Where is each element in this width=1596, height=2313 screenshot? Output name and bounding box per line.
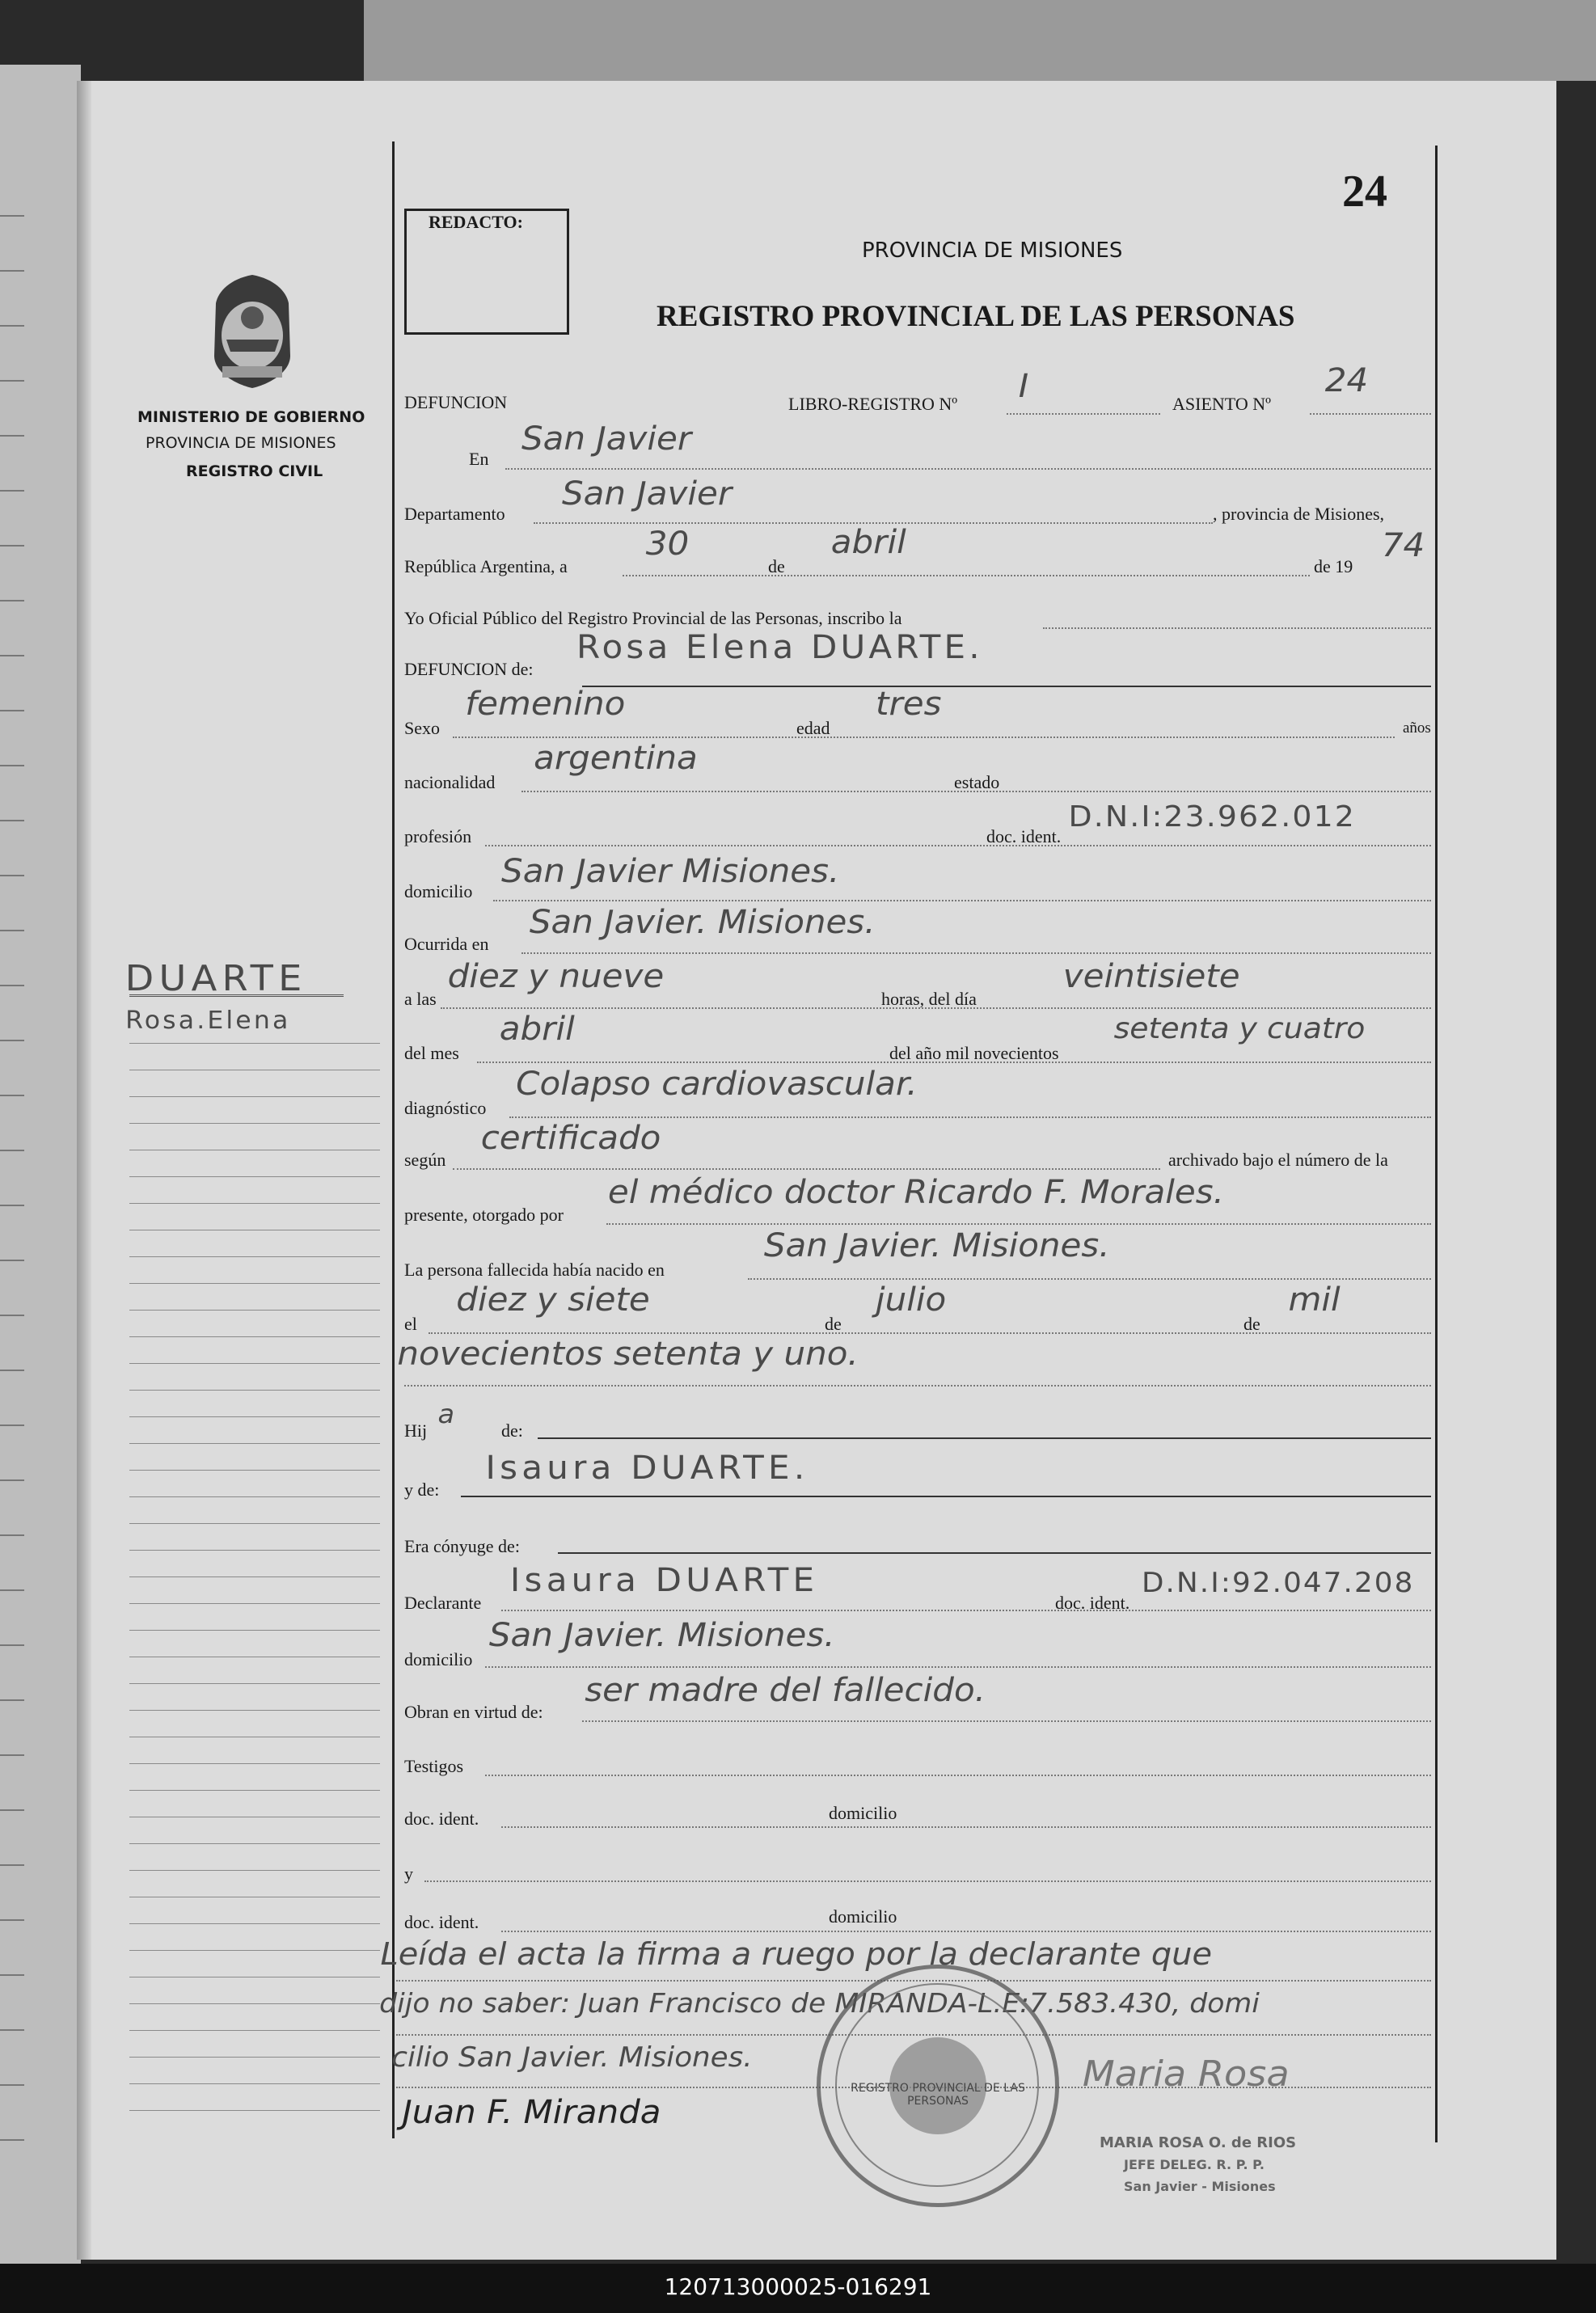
profesion-label: profesión [404, 826, 472, 846]
departamento-value: San Javier [561, 475, 733, 513]
side-rule-line [129, 1336, 380, 1337]
doc-ident-value: D.N.I:23.962.012 [1068, 800, 1356, 834]
ministry-line-3: REGISTRO CIVIL [186, 462, 323, 480]
side-rule-line [129, 1496, 380, 1497]
declarante-label: Declarante [404, 1593, 482, 1613]
ocurrida-rule [521, 952, 1431, 954]
year-prefix: de 19 [1314, 556, 1353, 576]
side-rule-line [129, 1470, 380, 1471]
side-rule-line [129, 1790, 380, 1791]
side-rule-line [129, 1363, 380, 1364]
el-rule [429, 1332, 1431, 1334]
side-rule-line [129, 1550, 380, 1551]
official-name: MARIA ROSA O. de RIOS [1100, 2134, 1297, 2151]
side-rule-line [129, 1390, 380, 1391]
side-rule-line [129, 1443, 380, 1444]
nacido-label: La persona fallecida había nacido en [404, 1260, 665, 1280]
de3-value: mil [1288, 1281, 1341, 1319]
side-rule-line [129, 1310, 380, 1311]
diagnostico-label: diagnóstico [404, 1098, 487, 1118]
side-rule-line [129, 1763, 380, 1764]
side-rule-line [129, 2083, 380, 2084]
oficial-rule [1043, 627, 1431, 629]
year-words-rule [404, 1384, 1431, 1387]
yde-rule [461, 1496, 1431, 1497]
side-rule-line [129, 1416, 380, 1417]
departamento-label: Departamento [404, 504, 505, 524]
testigo2-doc-label: doc. ident. [404, 1912, 479, 1932]
day-de-label: de [768, 556, 785, 576]
registry-title: REGISTRO PROVINCIAL DE LAS PERSONAS [657, 300, 1295, 333]
edad-value: tres [876, 686, 942, 723]
presente-value: el médico doctor Ricardo F. Morales. [607, 1174, 1224, 1211]
yde-label: y de: [404, 1479, 440, 1500]
testigo1-rule [501, 1825, 1431, 1828]
signature-right: Maria Rosa [1082, 2053, 1290, 2095]
delmes-value: abril [499, 1011, 575, 1048]
side-rule-line [129, 1096, 380, 1097]
testigo2-rule [501, 1930, 1431, 1932]
hija-de-rule [538, 1437, 1431, 1439]
el-value: diez y siete [456, 1281, 650, 1319]
de2-value: julio [875, 1281, 947, 1319]
side-rule-line [129, 1843, 380, 1844]
segun-value: certificado [480, 1120, 661, 1157]
side-rule-line [129, 1203, 380, 1204]
hija-de-label: de: [501, 1420, 523, 1441]
side-rule-line [129, 1283, 380, 1284]
side-rule-line [129, 1870, 380, 1871]
decl-dom-label: domicilio [404, 1649, 473, 1669]
libro-label: LIBRO-REGISTRO Nº [788, 394, 958, 414]
archivado-label: archivado bajo el número de la [1168, 1150, 1388, 1170]
presente-rule [606, 1222, 1431, 1225]
yde-value: Isaura DUARTE. [485, 1450, 809, 1487]
barcode-text: 120713000025-016291 [664, 2273, 932, 2300]
domicilio-label: domicilio [404, 881, 473, 901]
declarante-value: Isaura DUARTE [509, 1562, 819, 1599]
side-rule-line [129, 1576, 380, 1577]
provincia-label: , provincia de Misiones, [1213, 504, 1385, 524]
seal-text: REGISTRO PROVINCIAL DE LAS PERSONAS [851, 2082, 1025, 2108]
y-label: y [404, 1863, 413, 1884]
hija-label: Hij [404, 1420, 428, 1441]
side-rule-line [129, 1950, 380, 1951]
en-label: En [469, 449, 489, 469]
side-rule-line [129, 1256, 380, 1257]
side-note-given: Rosa.Elena [125, 1007, 291, 1035]
declarante-rule [501, 1609, 1431, 1611]
delano-label: del año mil novecientos [889, 1043, 1059, 1063]
year-words: novecientos setenta y uno. [397, 1336, 859, 1373]
sexo-value: femenino [465, 686, 626, 723]
y-rule [424, 1880, 1431, 1882]
testigo2-dom-label: domicilio [829, 1906, 897, 1927]
segun-rule [453, 1167, 1160, 1170]
delmes-label: del mes [404, 1043, 459, 1063]
nacido-rule [748, 1277, 1431, 1280]
sexo-label: Sexo [404, 718, 440, 738]
side-note-underline [129, 994, 344, 997]
decl-doc-label: doc. ident. [1055, 1593, 1130, 1613]
anos-label: años [1403, 720, 1431, 737]
side-rule-line [129, 2057, 380, 2058]
delmes-rule [477, 1061, 1431, 1063]
frame-right-border [1435, 146, 1438, 2142]
date-rule [623, 574, 1310, 576]
profesion-rule [485, 844, 1431, 846]
doc-ident-label: doc. ident. [986, 826, 1062, 846]
oficial-text: Yo Oficial Público del Registro Provincial de las Personas, inscribo la [404, 608, 902, 628]
year-value: 74 [1381, 527, 1425, 564]
hija-suffix: a [437, 1399, 455, 1429]
frame-left-border [392, 141, 395, 2138]
side-rule-line [129, 1176, 380, 1177]
decl-dom-value: San Javier. Misiones. [488, 1617, 835, 1654]
defuncion-de-rule [582, 686, 1431, 687]
note-line-2: dijo no saber: Juan Francisco de MIRANDA-L.E:7.583.430, domi [379, 1987, 1260, 2019]
libro-value: I [1018, 368, 1029, 405]
nacionalidad-label: nacionalidad [404, 772, 496, 792]
alas-value: diez y nueve [447, 958, 665, 995]
province-title: PROVINCIA DE MISIONES [862, 238, 1123, 263]
side-rule-line [129, 2003, 380, 2004]
dia-value: veintisiete [1062, 958, 1240, 995]
en-value: San Javier [521, 420, 692, 458]
official-title: JEFE DELEG. R. P. P. [1124, 2157, 1265, 2172]
page-number: 24 [1342, 167, 1387, 217]
ministry-line-1: MINISTERIO DE GOBIERNO [137, 408, 365, 426]
side-rule-line [129, 2030, 380, 2031]
side-note-surname: DUARTE [125, 958, 307, 999]
republica-label: República Argentina, a [404, 556, 568, 576]
signature-left: Juan F. Miranda [402, 2094, 661, 2131]
side-rule-line [129, 1603, 380, 1604]
side-rule-line [129, 1923, 380, 1924]
libro-rule [1007, 412, 1160, 415]
side-rule-line [129, 2110, 380, 2111]
official-place: San Javier - Misiones [1124, 2179, 1276, 2194]
decl-doc-value: D.N.I:92.047.208 [1141, 1567, 1415, 1599]
side-rule-line [129, 1123, 380, 1124]
horas-label: horas, del día [881, 989, 977, 1009]
side-rule-line [129, 1683, 380, 1684]
asiento-rule [1310, 412, 1431, 415]
nacionalidad-value: argentina [534, 740, 698, 777]
day-value: 30 [645, 525, 690, 563]
month-value: abril [830, 524, 906, 561]
side-rule-line [129, 1523, 380, 1524]
testigo1-doc-label: doc. ident. [404, 1809, 479, 1829]
testigo1-dom-label: domicilio [829, 1803, 897, 1823]
obran-label: Obran en virtud de: [404, 1702, 543, 1722]
redacto-label: REDACTO: [429, 212, 523, 232]
domicilio-rule [493, 899, 1431, 901]
testigos-label: Testigos [404, 1756, 464, 1776]
obran-value: ser madre del fallecido. [585, 1672, 986, 1709]
note-line-3: cilio San Javier. Misiones. [391, 2041, 753, 2074]
defuncion-title: DEFUNCION [404, 392, 508, 412]
alas-rule [441, 1007, 1431, 1009]
nacido-value: San Javier. Misiones. [763, 1227, 1110, 1264]
book-spine [77, 81, 91, 2260]
ocurrida-label: Ocurrida en [404, 934, 489, 954]
ocurrida-value: San Javier. Misiones. [529, 904, 876, 941]
en-rule [505, 467, 1431, 470]
side-rule-line [129, 1710, 380, 1711]
note-line-1: Leída el acta la firma a ruego por la declarante que [380, 1936, 1213, 1972]
diagnostico-rule [509, 1116, 1431, 1118]
ministry-line-2: PROVINCIA DE MISIONES [146, 434, 336, 452]
alas-label: a las [404, 989, 437, 1009]
edad-label: edad [796, 718, 830, 738]
domicilio-value: San Javier Misiones. [501, 853, 840, 890]
conyuge-rule [558, 1552, 1431, 1554]
asiento-label: ASIENTO Nº [1172, 394, 1271, 414]
segun-label: según [404, 1150, 446, 1170]
sexo-rule [453, 736, 1395, 738]
de3-label: de [1243, 1314, 1260, 1334]
el-label: el [404, 1314, 417, 1334]
nacionalidad-rule [521, 790, 1431, 792]
diagnostico-value: Colapso cardiovascular. [516, 1066, 918, 1103]
presente-label: presente, otorgado por [404, 1205, 564, 1225]
book-top-edge [364, 0, 1596, 81]
decl-dom-rule [485, 1665, 1431, 1668]
side-rule-line [129, 1043, 380, 1044]
conyuge-label: Era cónyuge de: [404, 1536, 520, 1556]
asiento-value: 24 [1324, 362, 1369, 399]
de2-label: de [825, 1314, 842, 1334]
estado-label: estado [954, 772, 1000, 792]
left-page-ruling [0, 162, 24, 2183]
defuncion-de-value: Rosa Elena DUARTE. [576, 629, 983, 666]
side-rule-line [129, 1630, 380, 1631]
testigos-rule [485, 1774, 1431, 1776]
provincial-crest-icon [198, 271, 307, 392]
delano-value: setenta y cuatro [1113, 1012, 1366, 1045]
defuncion-de-label: DEFUNCION de: [404, 659, 534, 679]
obran-rule [582, 1720, 1431, 1722]
